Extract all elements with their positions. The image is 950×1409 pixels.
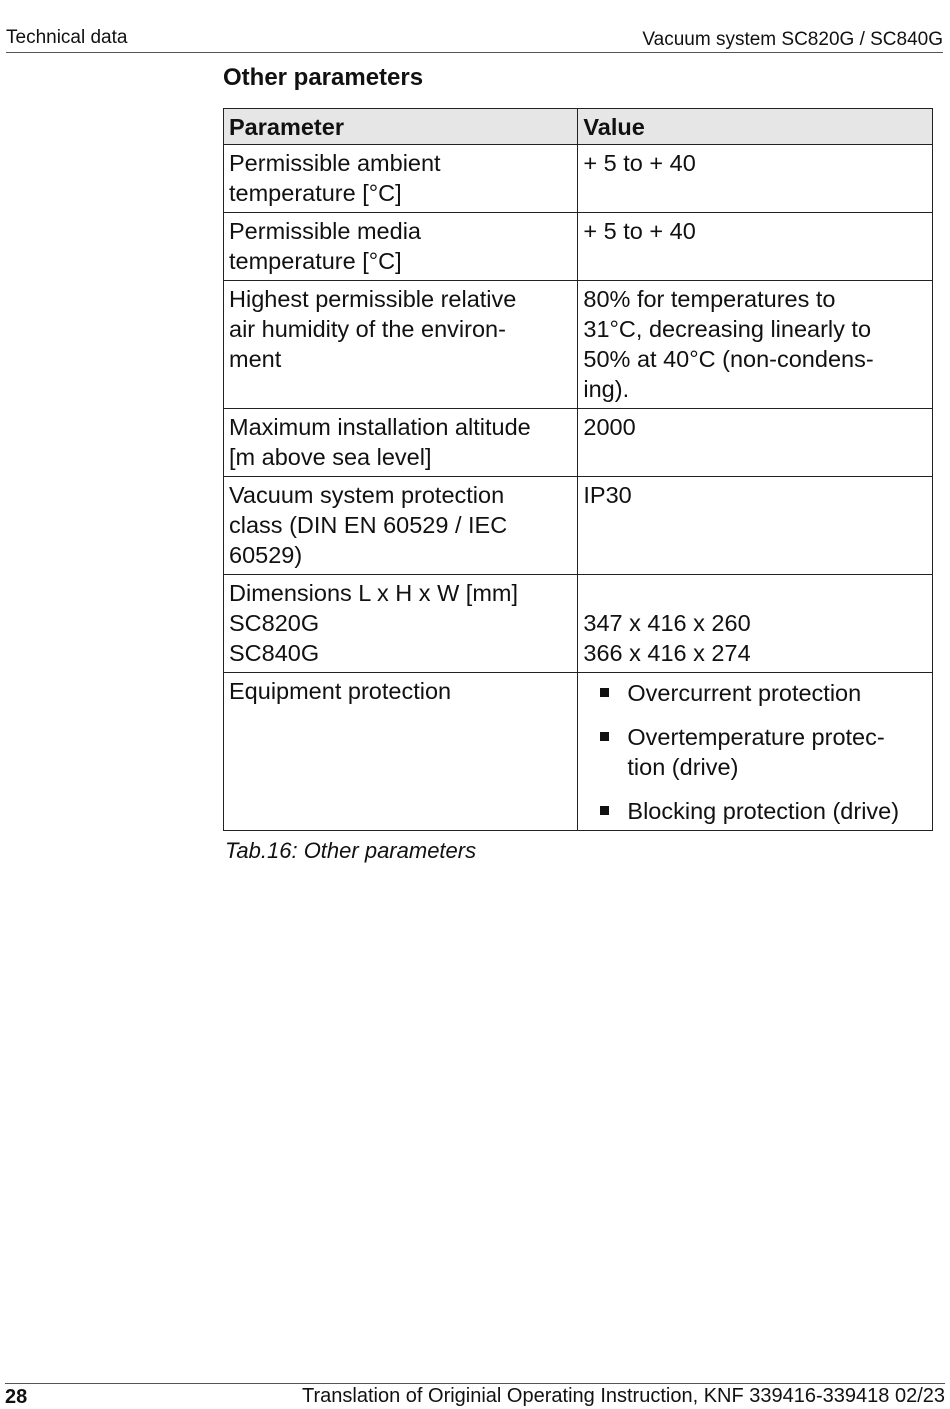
- cell-line: 366 x 416 x 274: [583, 640, 751, 666]
- cell-line: 50% at 40°C (non-condens-: [583, 346, 874, 372]
- value-cell: [578, 673, 933, 831]
- page-footer: [5, 1383, 945, 1408]
- cell-line: SC840G: [229, 640, 320, 666]
- cell-line: 347 x 416 x 260: [583, 610, 751, 636]
- cell-line: class (DIN EN 60529 / IEC: [229, 512, 508, 538]
- cell-line: ing).: [583, 376, 630, 402]
- table-row: [224, 409, 933, 477]
- list-item-line: Overtemperature protec-: [627, 724, 885, 750]
- cell-line: SC820G: [229, 610, 320, 636]
- cell-line: Permissible media: [229, 218, 421, 244]
- value-cell: [578, 281, 933, 409]
- cell-line: Maximum installation altitude: [229, 414, 531, 440]
- parameter-cell: [224, 281, 578, 409]
- bullet-square-icon: [600, 732, 609, 741]
- column-header-parameter: Parameter: [224, 109, 578, 145]
- value-cell: [578, 409, 933, 477]
- bullet-square-icon: [600, 806, 609, 815]
- cell-line: 31°C, decreasing linearly to: [583, 316, 872, 342]
- header-section-label: Technical data: [6, 27, 128, 48]
- list-item: [583, 722, 928, 782]
- cell-line: temperature [°C]: [229, 180, 402, 206]
- cell-line: + 5 to + 40: [583, 218, 696, 244]
- cell-line: 80% for temperatures to: [583, 286, 836, 312]
- list-item: [583, 796, 928, 826]
- cell-line: temperature [°C]: [229, 248, 402, 274]
- parameter-cell: [224, 477, 578, 575]
- list-item: [583, 678, 928, 708]
- document-reference: Translation of Originial Operating Instruction, KNF 339416-339418 02/23: [302, 1385, 945, 1407]
- cell-line: + 5 to + 40: [583, 150, 696, 176]
- cell-line: [m above sea level]: [229, 444, 432, 470]
- value-cell: [578, 575, 933, 673]
- value-cell: [578, 213, 933, 281]
- table-row: [224, 213, 933, 281]
- parameter-cell: [224, 673, 578, 831]
- table-row: [224, 145, 933, 213]
- table-row: [224, 575, 933, 673]
- parameter-cell: [224, 145, 578, 213]
- list-item-line: tion (drive): [627, 754, 739, 780]
- protection-list: [583, 676, 928, 826]
- cell-line: ment: [229, 346, 282, 372]
- column-header-value: Value: [578, 109, 933, 145]
- value-cell: [578, 145, 933, 213]
- header-document-title: Vacuum system SC820G / SC840G: [642, 29, 943, 50]
- cell-line: Dimensions L x H x W [mm]: [229, 580, 518, 606]
- page-header: [6, 26, 943, 53]
- table-row: [224, 281, 933, 409]
- table-row: [224, 673, 933, 831]
- cell-line: Permissible ambient: [229, 150, 441, 176]
- page-number: 28: [5, 1386, 28, 1408]
- cell-line: IP30: [583, 482, 632, 508]
- cell-line: Vacuum system protection: [229, 482, 505, 508]
- parameter-cell: [224, 213, 578, 281]
- cell-line: Equipment protection: [229, 678, 452, 704]
- table-caption: Tab.16: Other parameters: [225, 838, 477, 863]
- table-header-row: [224, 109, 933, 145]
- cell-line: air humidity of the environ-: [229, 316, 506, 342]
- table-row: [224, 477, 933, 575]
- cell-line: [583, 578, 928, 608]
- section-title: Other parameters: [223, 64, 424, 91]
- cell-line: 2000: [583, 414, 636, 440]
- list-item-line: Overcurrent protection: [627, 680, 862, 706]
- parameter-cell: [224, 575, 578, 673]
- parameters-table: [223, 108, 933, 831]
- value-cell: [578, 477, 933, 575]
- parameter-cell: [224, 409, 578, 477]
- cell-line: Highest permissible relative: [229, 286, 517, 312]
- cell-line: 60529): [229, 542, 303, 568]
- bullet-square-icon: [600, 688, 609, 697]
- list-item-line: Blocking protection (drive): [627, 798, 900, 824]
